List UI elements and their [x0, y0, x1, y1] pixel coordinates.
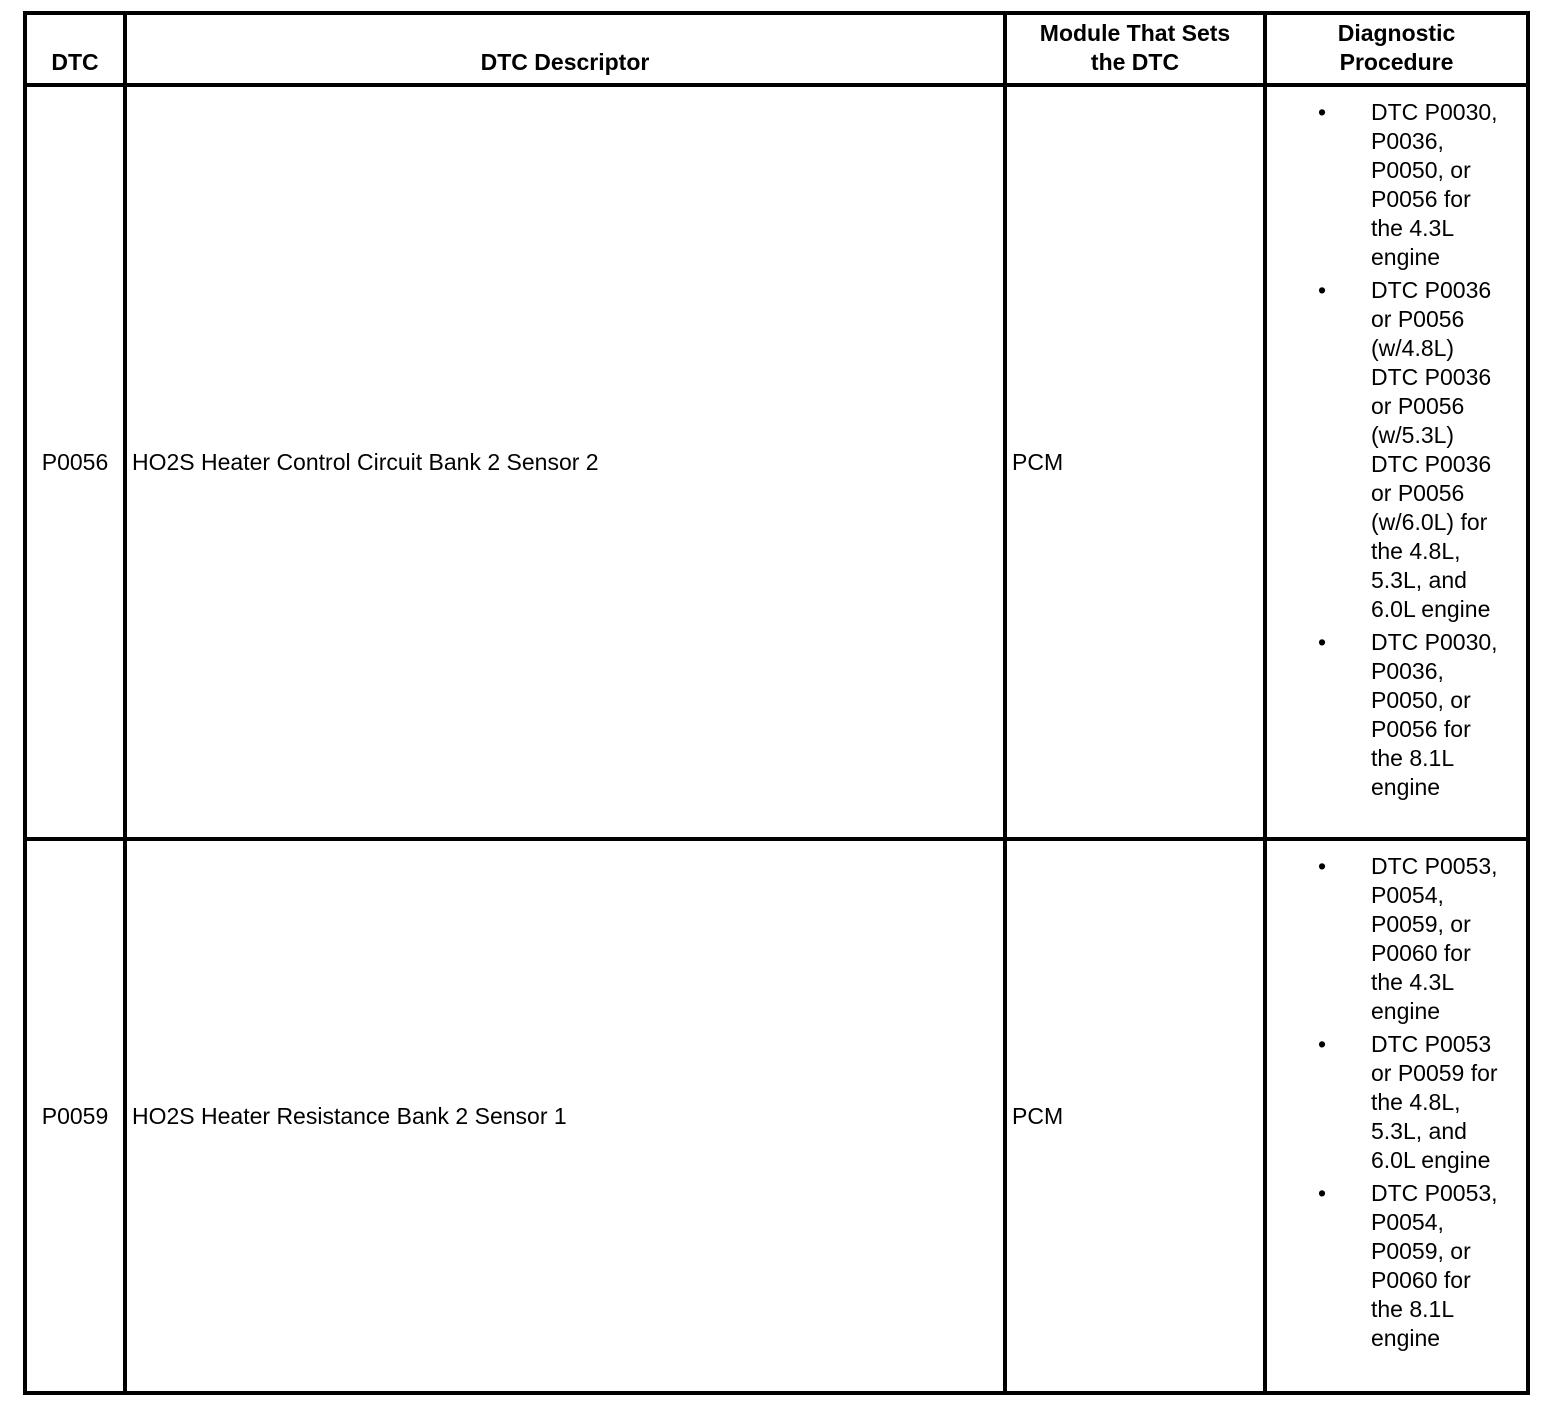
procedure-item — [1267, 98, 1526, 272]
bullet-icon: • — [1318, 629, 1327, 655]
procedure-item — [1267, 1179, 1526, 1353]
bullet-icon: • — [1318, 1031, 1327, 1057]
header-procedure-line: Diagnostic — [1337, 20, 1456, 46]
procedure-line: DTC P0030, — [1371, 99, 1498, 125]
procedure-line: DTC P0036 — [1371, 277, 1492, 303]
procedure-line: 6.0L engine — [1371, 596, 1491, 622]
header-descriptor: DTC Descriptor — [125, 13, 1005, 85]
procedure-item — [1267, 852, 1526, 1026]
bullet-icon: • — [1318, 1180, 1327, 1206]
header-procedure-line: Procedure — [1339, 49, 1454, 75]
procedure-line: P0054, — [1371, 1209, 1444, 1235]
header-module-line: Module That Sets — [1039, 20, 1231, 46]
procedure-line: P0054, — [1371, 882, 1444, 908]
header-module — [1005, 13, 1265, 85]
procedure-line: the 4.8L, — [1371, 1089, 1461, 1115]
procedure-line: P0050, or — [1371, 687, 1471, 713]
procedure-line: (w/5.3L) — [1371, 422, 1455, 448]
procedure-line: P0060 for — [1371, 1267, 1471, 1293]
procedure-line: the 8.1L — [1371, 745, 1455, 771]
procedure-line: P0059, or — [1371, 1238, 1471, 1264]
procedure-line: DTC P0036 — [1371, 364, 1492, 390]
procedure-line: or P0056 — [1371, 393, 1465, 419]
procedure-list — [1267, 87, 1526, 802]
header-module-line: the DTC — [1090, 49, 1180, 75]
header-row — [25, 13, 1528, 85]
procedure-line: P0050, or — [1371, 157, 1471, 183]
procedure-line: (w/6.0L) for — [1371, 509, 1488, 535]
procedure-item — [1267, 276, 1526, 624]
procedure-line: 6.0L engine — [1371, 1147, 1491, 1173]
procedure-line: P0036, — [1371, 128, 1444, 154]
procedure-line: 5.3L, and — [1371, 1118, 1467, 1144]
procedure-line: (w/4.8L) — [1371, 335, 1455, 361]
diagnostic-procedure — [1265, 85, 1528, 839]
procedure-item — [1267, 628, 1526, 802]
procedure-item — [1267, 1030, 1526, 1175]
procedure-line: the 4.3L — [1371, 969, 1455, 995]
header-dtc: DTC — [25, 13, 125, 85]
procedure-line: P0056 for — [1371, 716, 1471, 742]
table-row — [25, 85, 1528, 839]
procedure-line: the 4.8L, — [1371, 538, 1461, 564]
procedure-line: P0056 for — [1371, 186, 1471, 212]
procedure-line: engine — [1371, 244, 1441, 270]
procedure-line: P0060 for — [1371, 940, 1471, 966]
dtc-descriptor: HO2S Heater Control Circuit Bank 2 Sensor 2 — [125, 85, 1005, 839]
procedure-line: 5.3L, and — [1371, 567, 1467, 593]
procedure-list — [1267, 841, 1526, 1353]
dtc-descriptor: HO2S Heater Resistance Bank 2 Sensor 1 — [125, 839, 1005, 1393]
procedure-line: DTC P0053, — [1371, 1180, 1498, 1206]
module-name: PCM — [1005, 85, 1265, 839]
dtc-code: P0059 — [25, 839, 125, 1393]
module-name: PCM — [1005, 839, 1265, 1393]
procedure-line: P0059, or — [1371, 911, 1471, 937]
procedure-line: or P0056 — [1371, 306, 1465, 332]
table-row — [25, 839, 1528, 1393]
procedure-line: DTC P0030, — [1371, 629, 1498, 655]
diagnostic-procedure — [1265, 839, 1528, 1393]
procedure-line: the 8.1L — [1371, 1296, 1455, 1322]
dtc-code: P0056 — [25, 85, 125, 839]
bullet-icon: • — [1318, 277, 1327, 303]
procedure-line: or P0059 for — [1371, 1060, 1498, 1086]
procedure-line: engine — [1371, 998, 1441, 1024]
procedure-line: DTC P0053 — [1371, 1031, 1492, 1057]
procedure-line: P0036, — [1371, 658, 1444, 684]
procedure-line: or P0056 — [1371, 480, 1465, 506]
procedure-line: DTC P0036 — [1371, 451, 1492, 477]
procedure-line: the 4.3L — [1371, 215, 1455, 241]
bullet-icon: • — [1318, 99, 1327, 125]
header-procedure — [1265, 13, 1528, 85]
procedure-line: engine — [1371, 774, 1441, 800]
dtc-table — [23, 11, 1530, 1395]
procedure-line: DTC P0053, — [1371, 853, 1498, 879]
procedure-line: engine — [1371, 1325, 1441, 1351]
bullet-icon: • — [1318, 853, 1327, 879]
